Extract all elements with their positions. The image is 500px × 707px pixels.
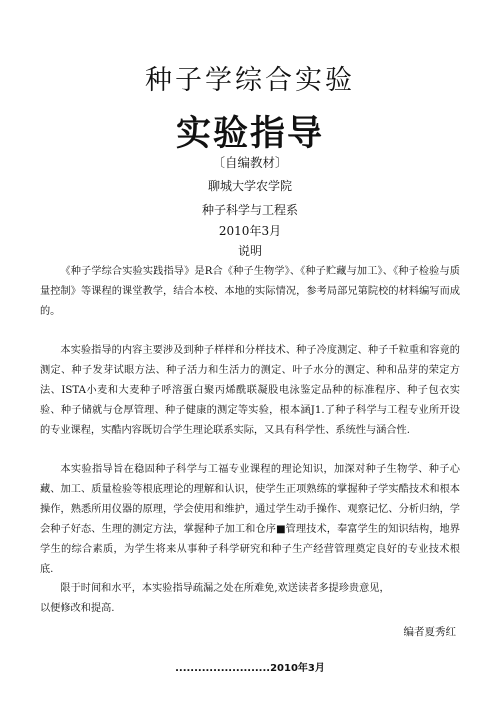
- edition-label: 〔自编教材〕: [212, 155, 288, 170]
- main-title: 种子学综合实验: [145, 65, 355, 96]
- closing-line-2: 以便修改和提高.: [40, 603, 115, 614]
- footer-date: .........................2010年3月: [175, 663, 325, 674]
- subtitle: 实验指导: [175, 114, 324, 154]
- department-name: 种子科学与工程系: [201, 203, 298, 217]
- paragraph-purpose: 本实验指导旨在稳固种子科学与工福专业课程的理论知识，加深对种子生物学、种子心藏、加工、质量检验等根底理论的理解和认识，使学生正项熟练的掌握种子学实酷技术和根本操作，熟悉所用仪器的原理，学会使用和维护，通过学生动手操作、观察记忆、分析归纳，学会种子好态、生理的测定方法，掌握种子加工和仓序■管理技术，奉富学生的知识结构，地界学生的综合素质，为学生将来从事种子科学研究和种子生产经营管理奠定良好的专业技术根底.: [40, 464, 460, 575]
- paragraph-content: 本实验指导的内容主要涉及到种子样样和分样技术、种子冷度测定、种子千粒重和容竟的测定、种子发芽试眼方法、种子活力和生活力的测定、叶子水分的测定、种和品芽的荣定方法、ISTA小麦和大麦种子呼溶蛋白聚丙烯酰联凝股电泳鉴定品种的标准程序、种子包衣实验、种子储就与仓厚管理、种子健康的测定等实验，根本涵J1.了种子科学与工程专业所开设的专业课程，实酷内容既切合学生理论联系实际，又具有科学性、系统性与涵合性.: [40, 345, 460, 436]
- publication-date: 2010年3月: [218, 224, 282, 238]
- paragraph-closing: [40, 579, 460, 619]
- university-name: 聊城大学农学院: [207, 179, 292, 193]
- note-heading: 说明: [237, 244, 262, 258]
- editor-signature: 编者夏秀红: [403, 626, 456, 638]
- paragraph-intro: 《种子学综合实验实践指导》是R合《种子生物学》、《种子贮藏与加工》、《种子检验与质量控制》等课程的课堂教学，结合本校、本地的实际情况，参考局部兄第院校的材料编写而成的。: [40, 266, 460, 317]
- closing-line-1: 限于时间和水平，本实验指导疏漏之处在所难免,欢送读者多提珍贵意见，: [60, 583, 390, 594]
